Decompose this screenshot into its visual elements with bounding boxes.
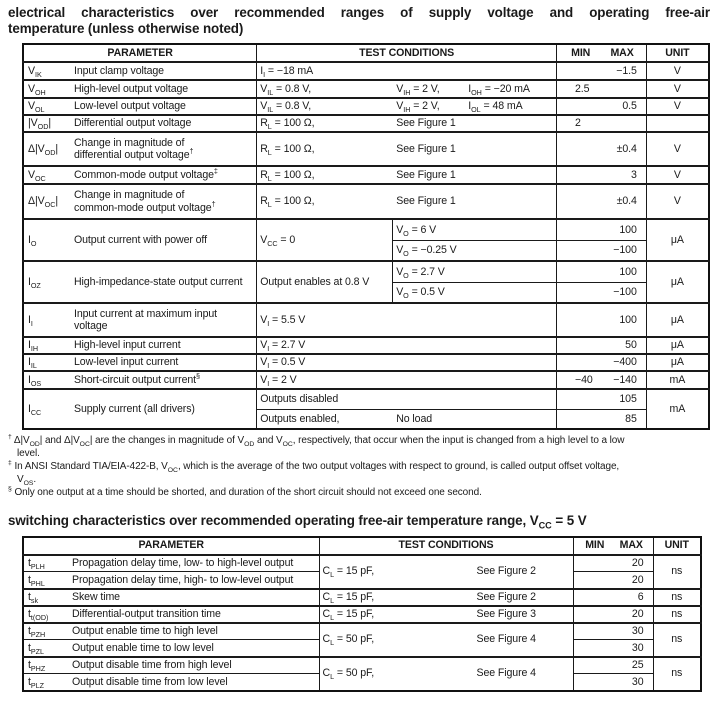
min-max-cell — [556, 354, 646, 371]
test-condition: See Figure 3 — [476, 607, 536, 620]
parameter-symbol: $I_{IH}$ — [28, 339, 39, 354]
parameter-cell — [23, 623, 319, 640]
parameter-description: Propagation delay time, high- to low-level output — [72, 573, 294, 586]
max-value: 100 — [619, 265, 637, 278]
parameter-cell — [23, 303, 257, 337]
parameter-symbol: $V_{OL}$ — [28, 100, 45, 115]
electrical-title-line1: electrical characteristics over recommended ranges of supply voltage and operating free-air — [8, 5, 710, 20]
table-row — [23, 537, 701, 555]
parameter-symbol: $t_{PHZ}$ — [28, 659, 46, 674]
test-condition: See Figure 4 — [476, 633, 536, 646]
parameter-symbol: $t_{t(OD)}$ — [28, 607, 49, 622]
parameter-description: Change in magnitude of differential output voltage† — [74, 136, 194, 161]
test-conditions-cell — [319, 623, 573, 657]
min-value: MIN — [571, 46, 591, 59]
test-condition: $V_{IH} = 2$ V, — [396, 82, 440, 97]
test-condition: See Figure 2 — [476, 590, 536, 603]
test-condition: $C_L = 15$ pF, — [322, 607, 375, 622]
max-value: MAX — [619, 539, 643, 552]
parameter-description: Differential output voltage — [74, 117, 192, 130]
parameter-symbol: $t_{sk}$ — [28, 590, 39, 605]
parameter-description: Output disable time from high level — [72, 659, 232, 671]
parameter-cell — [23, 354, 257, 371]
footnote-section: § Only one output at a time should be shorted, and duration of the short circuit should not exceed one second. — [8, 485, 482, 498]
test-condition: $V_{IL} = 0.8$ V, — [260, 82, 312, 97]
header-header-cell: PARAMETER — [23, 44, 257, 62]
max-value: 30 — [631, 625, 644, 637]
test-conditions-cell: $V_O = 0.5$ V — [393, 282, 557, 303]
parameter-symbol: $V_{IK}$ — [28, 64, 42, 79]
electrical-title-line2: temperature (unless otherwise noted) — [8, 20, 244, 36]
max-value: 100 — [619, 313, 637, 326]
parameter-description: Input clamp voltage — [74, 64, 164, 77]
min-max-cell — [556, 219, 646, 240]
header-min-max-cell — [573, 537, 653, 555]
parameter-cell — [23, 115, 257, 132]
test-conditions-cell: $I_I = -18$ mA — [257, 62, 557, 80]
parameter-description: Short-circuit output current§ — [74, 371, 201, 386]
header-header-cell: PARAMETER — [23, 537, 319, 555]
test-conditions-cell: $V_I = 2.7$ V — [257, 337, 557, 354]
test-condition: $V_{IH} = 2$ V, — [396, 100, 440, 115]
min-max-cell — [556, 337, 646, 354]
test-conditions-cell: Output enables at 0.8 V — [257, 261, 393, 303]
parameter-symbol: $I_{OZ}$ — [28, 275, 41, 290]
test-conditions-cell — [319, 555, 573, 589]
parameter-cell — [23, 337, 257, 354]
min-max-cell — [556, 240, 646, 261]
unit-cell: ns — [653, 589, 701, 606]
parameter-description: Low-level input current — [74, 356, 179, 369]
max-value: 85 — [625, 412, 637, 425]
min-max-cell — [573, 674, 653, 691]
parameter-symbol: $I_O$ — [28, 233, 37, 248]
max-value: 0.5 — [622, 100, 637, 113]
min-max-cell — [573, 572, 653, 589]
parameter-cell — [23, 606, 319, 623]
table-row — [23, 555, 701, 572]
test-condition: See Figure 1 — [396, 117, 456, 130]
table-row — [23, 166, 709, 184]
test-conditions-cell — [257, 80, 557, 98]
table-row — [23, 184, 709, 219]
unit-cell: ns — [653, 555, 701, 589]
parameter-cell — [23, 555, 319, 572]
test-condition: $C_L = 50$ pF, — [322, 633, 375, 648]
min-max-cell — [556, 371, 646, 389]
test-conditions-cell — [257, 98, 557, 115]
table-row — [23, 303, 709, 337]
parameter-cell — [23, 166, 257, 184]
table-row — [23, 606, 701, 623]
test-condition: $R_L = 100$ Ω, — [260, 142, 315, 157]
min-max-cell — [573, 555, 653, 572]
min-max-cell — [556, 389, 646, 409]
max-value: −1.5 — [616, 64, 637, 77]
header-header-cell: UNIT — [646, 44, 709, 62]
parameter-description: Change in magnitude of common-mode output voltage† — [74, 189, 216, 214]
test-condition: $V_{IL} = 0.8$ V, — [260, 100, 312, 115]
parameter-symbol: $\Delta|V_{OD}|$ — [28, 142, 59, 157]
table-row — [23, 261, 709, 282]
test-condition: $C_L = 15$ pF, — [322, 590, 375, 605]
test-condition: $C_L = 15$ pF, — [322, 565, 375, 580]
unit-cell: V — [646, 98, 709, 115]
max-value: 25 — [631, 659, 644, 671]
parameter-description: High-level output voltage — [74, 82, 189, 95]
table-row — [23, 354, 709, 371]
test-condition: See Figure 4 — [476, 667, 536, 680]
table-row — [23, 132, 709, 166]
min-max-cell — [556, 166, 646, 184]
test-conditions-cell: $V_{CC} = 0$ — [257, 219, 393, 261]
unit-cell: V — [646, 184, 709, 219]
parameter-description: Output current with power off — [74, 233, 207, 246]
unit-cell: ns — [653, 606, 701, 623]
table-row — [23, 115, 709, 132]
electrical-table-container — [22, 43, 710, 430]
parameter-symbol: $V_{OC}$ — [28, 168, 46, 183]
test-condition: Outputs enabled, — [260, 412, 340, 425]
min-max-cell — [556, 132, 646, 166]
switching-characteristics-table — [22, 536, 702, 692]
test-condition: $I_{OH} = -20$ mA — [468, 82, 530, 97]
electrical-section-title — [8, 5, 710, 36]
parameter-symbol: $I_I$ — [28, 313, 33, 328]
parameter-symbol: $t_{PZL}$ — [28, 641, 45, 656]
max-value: MAX — [610, 46, 634, 59]
max-value: ±0.4 — [616, 195, 637, 208]
min-value: 2 — [574, 117, 581, 130]
test-conditions-cell — [319, 657, 573, 691]
unit-cell: ns — [653, 623, 701, 657]
footnote-double-dagger: ‡ In ANSI Standard TIA/EIA-422-B, $V_{OC}$, which is the average of the two output voltages with respect to ground, is called output offset voltage, $V_{OS}$. — [8, 459, 620, 487]
unit-cell: V — [646, 62, 709, 80]
min-max-cell — [556, 115, 646, 132]
parameter-description: Output disable time from low level — [72, 675, 228, 688]
table-row — [23, 623, 701, 640]
parameter-symbol: $V_{OH}$ — [28, 82, 46, 97]
min-max-cell — [556, 98, 646, 115]
max-value: −100 — [613, 286, 637, 298]
max-value: 105 — [619, 393, 637, 405]
parameter-description: Skew time — [72, 590, 120, 603]
min-max-cell — [556, 303, 646, 337]
test-condition: $R_L = 100$ Ω, — [260, 168, 315, 183]
max-value: 30 — [631, 641, 644, 654]
test-conditions-cell — [257, 166, 557, 184]
header-header-cell: UNIT — [653, 537, 701, 555]
header-min-max-cell — [556, 44, 646, 62]
parameter-cell — [23, 674, 319, 691]
table-row — [23, 80, 709, 98]
test-conditions-cell: $V_O = -0.25$ V — [393, 240, 557, 261]
table-row — [23, 657, 701, 674]
test-condition: No load — [396, 412, 433, 425]
min-max-cell — [556, 409, 646, 429]
unit-cell: μA — [646, 337, 709, 354]
min-max-cell — [573, 589, 653, 606]
test-conditions-cell — [257, 184, 557, 219]
parameter-symbol: $I_{CC}$ — [28, 402, 42, 417]
unit-cell — [646, 115, 709, 132]
parameter-cell — [23, 184, 257, 219]
table-row — [23, 44, 709, 62]
max-value: −100 — [613, 244, 637, 256]
min-max-cell — [556, 261, 646, 282]
parameter-cell — [23, 98, 257, 115]
footnotes — [8, 434, 710, 499]
parameter-description: Output enable time to low level — [72, 641, 214, 654]
test-conditions-cell — [257, 132, 557, 166]
table-row — [23, 219, 709, 240]
parameter-description: Output enable time to high level — [72, 625, 218, 637]
parameter-symbol: $I_{OS}$ — [28, 373, 42, 388]
max-value: 6 — [637, 590, 644, 603]
footnote-dagger: † $\Delta|V_{OD}|$ and $\Delta|V_{OC}|$ are the changes in magnitude of $V_{OD}$ and $V_{OC}$, respectively, that occur when the input is changed from a high level to a low level. — [8, 433, 625, 459]
test-condition: See Figure 1 — [396, 195, 456, 208]
unit-cell: ns — [653, 657, 701, 691]
parameter-symbol: $I_{IL}$ — [28, 356, 37, 371]
parameter-description: Input current at maximum input voltage — [74, 307, 218, 332]
test-conditions-cell: $V_I = 0.5$ V — [257, 354, 557, 371]
parameter-cell — [23, 62, 257, 80]
unit-cell: mA — [646, 389, 709, 429]
test-condition: See Figure 1 — [396, 168, 456, 181]
unit-cell: V — [646, 132, 709, 166]
parameter-cell — [23, 132, 257, 166]
parameter-cell — [23, 371, 257, 389]
test-conditions-cell — [257, 115, 557, 132]
unit-cell: μA — [646, 303, 709, 337]
parameter-description: Differential-output transition time — [72, 607, 221, 620]
min-max-cell — [556, 282, 646, 303]
parameter-cell — [23, 657, 319, 674]
max-value: 3 — [630, 168, 637, 181]
max-value: 20 — [631, 573, 644, 586]
max-value: 30 — [631, 675, 644, 688]
parameter-description: Supply current (all drivers) — [74, 402, 195, 415]
parameter-cell — [23, 589, 319, 606]
table-row — [23, 98, 709, 115]
table-row — [23, 337, 709, 354]
table-row — [23, 389, 709, 409]
test-conditions-cell: $V_O = 6$ V — [393, 219, 557, 240]
test-condition: $R_L = 100$ Ω, — [260, 195, 315, 210]
test-condition: See Figure 2 — [476, 565, 536, 578]
test-condition: $I_{OL} = 48$ mA — [468, 100, 523, 115]
test-conditions-cell: $V_O = 2.7$ V — [393, 261, 557, 282]
header-header-cell: TEST CONDITIONS — [257, 44, 557, 62]
min-max-cell — [573, 640, 653, 657]
header-header-cell: TEST CONDITIONS — [319, 537, 573, 555]
max-value: 20 — [631, 557, 644, 569]
parameter-cell — [23, 572, 319, 589]
test-condition: See Figure 1 — [396, 142, 456, 155]
parameter-description: High-level input current — [74, 339, 181, 352]
unit-cell: V — [646, 166, 709, 184]
unit-cell: μA — [646, 219, 709, 261]
parameter-symbol: $\Delta|V_{OC}|$ — [28, 195, 59, 210]
parameter-symbol: $t_{PHL}$ — [28, 573, 45, 588]
min-max-cell — [573, 623, 653, 640]
parameter-cell — [23, 219, 257, 261]
unit-cell: mA — [646, 371, 709, 389]
parameter-symbol: $t_{PLH}$ — [28, 557, 45, 572]
min-max-cell — [556, 80, 646, 98]
test-conditions-cell: $V_I = 5.5$ V — [257, 303, 557, 337]
min-max-cell — [556, 62, 646, 80]
parameter-symbol: $|V_{OD}|$ — [28, 117, 52, 132]
unit-cell: μA — [646, 354, 709, 371]
min-value: −40 — [574, 373, 593, 386]
test-conditions-cell — [257, 409, 557, 429]
parameter-cell — [23, 80, 257, 98]
parameter-cell — [23, 640, 319, 657]
parameter-symbol: $t_{PLZ}$ — [28, 675, 45, 690]
min-value: MIN — [585, 539, 605, 552]
min-max-cell — [573, 606, 653, 623]
switching-section-title: switching characteristics over recommended operating free-air temperature range, $V_{CC} = 5$ V — [8, 513, 587, 531]
table-row — [23, 371, 709, 389]
switching-table-container — [22, 536, 710, 692]
table-row — [23, 589, 701, 606]
min-max-cell — [556, 184, 646, 219]
unit-cell: μA — [646, 261, 709, 303]
min-max-cell — [573, 657, 653, 674]
switching-section — [8, 513, 710, 692]
parameter-cell — [23, 389, 257, 429]
unit-cell: V — [646, 80, 709, 98]
test-conditions-cell: $V_I = 2$ V — [257, 371, 557, 389]
electrical-characteristics-table — [22, 43, 710, 430]
test-conditions-cell: Outputs disabled — [257, 389, 557, 409]
test-conditions-cell — [319, 606, 573, 623]
parameter-description: Propagation delay time, low- to high-level output — [72, 557, 294, 569]
max-value: 100 — [619, 223, 637, 236]
parameter-cell — [23, 261, 257, 303]
min-value: 2.5 — [574, 82, 590, 95]
test-condition: $C_L = 50$ pF, — [322, 667, 375, 682]
max-value: −140 — [613, 373, 637, 386]
test-conditions-cell — [319, 589, 573, 606]
max-value: 50 — [625, 339, 637, 352]
test-condition: $R_L = 100$ Ω, — [260, 117, 315, 132]
max-value: −400 — [613, 356, 637, 369]
max-value: ±0.4 — [616, 142, 637, 155]
table-row — [23, 62, 709, 80]
parameter-symbol: $t_{PZH}$ — [28, 625, 46, 640]
parameter-description: High-impedance-state output current — [74, 275, 243, 288]
parameter-description: Low-level output voltage — [74, 100, 186, 113]
parameter-description: Common-mode output voltage‡ — [74, 166, 218, 181]
max-value: 20 — [631, 607, 644, 620]
